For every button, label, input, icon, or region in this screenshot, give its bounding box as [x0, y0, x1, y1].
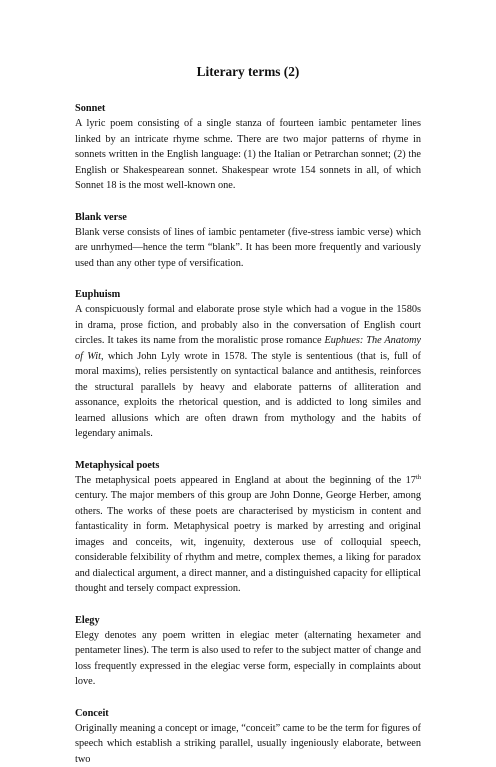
- entry-conceit: [75, 706, 421, 767]
- definition-text: A conspicuously formal and elaborate prose style which had a vogue in the 1580s in drama, prose fiction, and probably also in the conversation of English court circles. It takes its name from the moralistic prose romance: [75, 304, 421, 346]
- entry-blank-verse: [75, 210, 421, 272]
- definition-text: century. The major members of this group are John Donne, George Herber, among others. The works of these poets are characterised by mysticism in content and fantasticality in form. Metaphysical poetry is marked by arresting and original images and conceits, wit, ingenuity, dexterous use of colloquial speech, considerable felxibility of rhythm and metre, complex themes, a liking for paradox and dialectical argument, a direct manner, and a distinguished capacity for elliptical thought and tersely compact expression.: [75, 490, 421, 594]
- entry-metaphysical-poets: [75, 458, 421, 597]
- page-title: Literary terms (2): [75, 64, 421, 80]
- term-definition: Blank verse consists of lines of iambic pentameter (five-stress iambic verse) which are unrhymed—hence the term “blank”. It has been more frequently and variously used than any other type of versification.: [75, 225, 421, 272]
- entry-sonnet: [75, 101, 421, 194]
- term-heading: Elegy: [75, 613, 421, 628]
- book-title: Euphues: The Anatomy of Wit: [75, 335, 421, 362]
- term-heading: Euphuism: [75, 287, 421, 302]
- term-definition: [75, 473, 421, 597]
- term-definition: Elegy denotes any poem written in elegiac meter (alternating hexameter and pentameter lines). The term is also used to refer to the subject matter of change and loss frequently expressed in the elegiac verse form, especially in complaints about love.: [75, 628, 421, 690]
- term-definition: A lyric poem consisting of a single stanza of fourteen iambic pentameter lines linked by an intricate rhyme schme. There are two major patterns of rhyme in sonnets written in the English language: (1) the Italian or Petrarchan sonnet; (2) the English or Shakespearean sonnet. Shakespear wrote 154 sonnets in all, of which Sonnet 18 is the most well-known one.: [75, 116, 421, 194]
- term-heading: Blank verse: [75, 210, 421, 225]
- ordinal-superscript: th: [416, 474, 421, 481]
- term-heading: Conceit: [75, 706, 421, 721]
- entry-euphuism: [75, 287, 421, 442]
- definition-text: The metaphysical poets appeared in England at about the beginning of the 17: [75, 475, 416, 486]
- entry-elegy: [75, 613, 421, 690]
- term-heading: Sonnet: [75, 101, 421, 116]
- term-heading: Metaphysical poets: [75, 458, 421, 473]
- definition-text: , which John Lyly wrote in 1578. The style is sententious (that is, full of moral maxims), relies persistently on syntactical balance and antithesis, reinforces the structural parallels by heavy and elaborate patterns of alliteration and assonance, exploits the rhetorical question, and is addicted to long similes and learned allusions which are often drawn from mythology and the habits of legendary animals.: [75, 351, 421, 440]
- term-definition: [75, 302, 421, 442]
- term-definition: Originally meaning a concept or image, “conceit” came to be the term for figures of speech which establish a striking parallel, usually ingeniously elaborate, between two: [75, 721, 421, 767]
